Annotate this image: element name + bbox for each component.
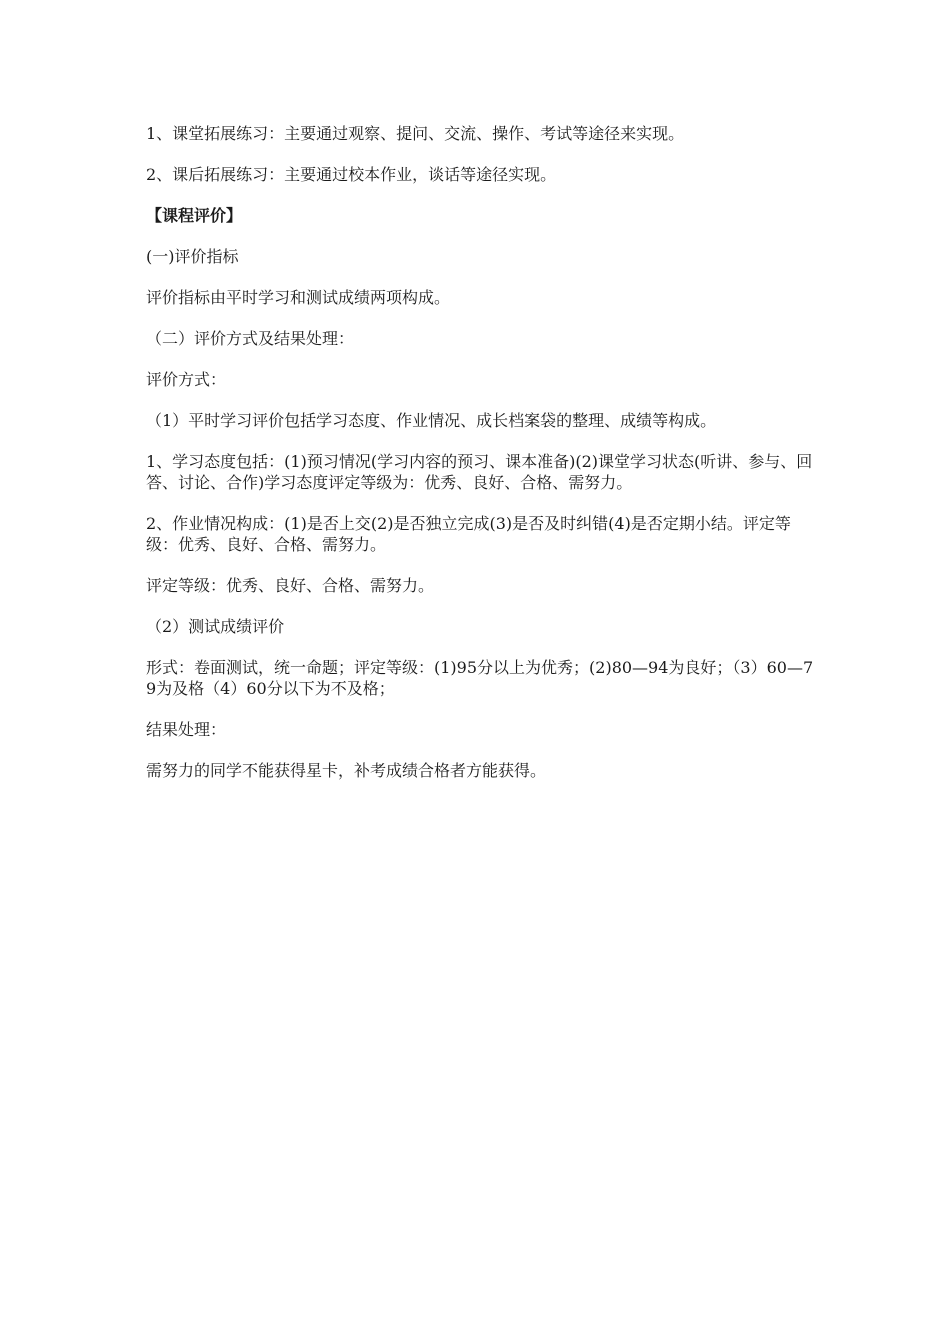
paragraph-grading-levels: 评定等级：优秀、良好、合格、需努力。 [146, 576, 435, 595]
paragraph-evaluation-indicators-title: (一)评价指标 [146, 247, 239, 266]
paragraph-after-class-practice: 2、课后拓展练习：主要通过校本作业，谈话等途径实现。 [146, 165, 557, 184]
paragraph-result-handling: 需努力的同学不能获得星卡，补考成绩合格者方能获得。 [146, 761, 547, 780]
paragraph-evaluation-method-title: （二）评价方式及结果处理： [146, 329, 355, 348]
paragraph-test-format: 形式：卷面测试，统一命题；评定等级：(1)95分以上为优秀；(2)80—94为良好；（3）60—79为及格（4）60分以下为不及格； [146, 658, 814, 698]
paragraph-test-score-evaluation: （2）测试成绩评价 [146, 617, 285, 636]
paragraph-evaluation-indicators: 评价指标由平时学习和测试成绩两项构成。 [146, 288, 451, 307]
paragraph-classroom-practice: 1、课堂拓展练习：主要通过观察、提问、交流、操作、考试等途径来实现。 [146, 124, 685, 143]
paragraph-result-handling-title: 结果处理： [146, 720, 227, 739]
paragraph-homework-status: 2、作业情况构成：(1)是否上交(2)是否独立完成(3)是否及时纠错(4)是否定期小结。评定等级：优秀、良好、合格、需努力。 [146, 514, 791, 554]
document-page [146, 123, 816, 801]
paragraph-learning-attitude: 1、学习态度包括：(1)预习情况(学习内容的预习、课本准备)(2)课堂学习状态(听讲、参与、回答、讨论、合作)学习态度评定等级为：优秀、良好、合格、需努力。 [146, 452, 813, 492]
paragraph-evaluation-method-label: 评价方式： [146, 370, 227, 389]
section-heading-course-evaluation: 【课程评价】 [146, 206, 243, 225]
paragraph-regular-learning-evaluation: （1）平时学习评价包括学习态度、作业情况、成长档案袋的整理、成绩等构成。 [146, 411, 717, 430]
